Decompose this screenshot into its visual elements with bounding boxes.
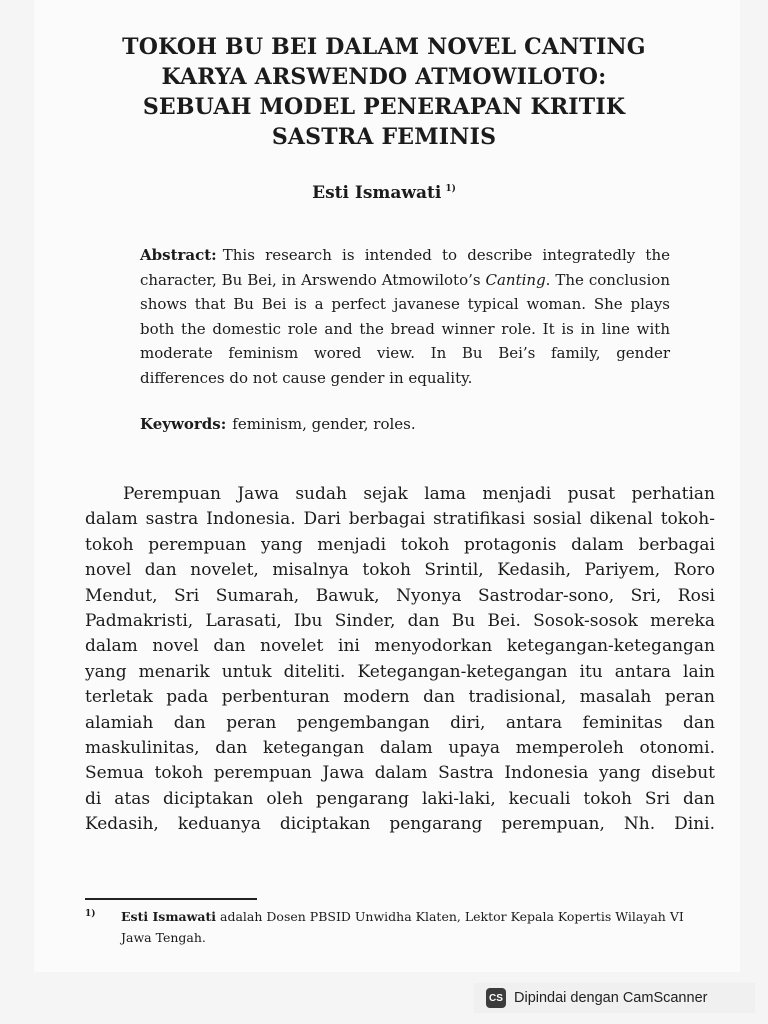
footnote	[85, 906, 715, 948]
body-line: terletak pada perbenturan modern dan tradisional, masalah peran	[85, 687, 715, 708]
title-line: SEBUAH MODEL PENERAPAN KRITIK	[142, 94, 626, 120]
body-line: di atas diciptakan oleh pengarang laki-laki, kecuali tokoh Sri dan	[85, 788, 715, 809]
footnote-text	[121, 906, 715, 948]
author	[0, 183, 768, 203]
body-line: Padmakristi, Larasati, Ibu Sinder, dan Bu Bei. Sosok-sosok mereka	[85, 611, 715, 632]
abstract-text-cont: . The conclusion shows that Bu Bei is a perfect javanese typical woman. She plays both the domestic role and the bread winner role. It is in line with moderate feminism wored view. In Bu Bei’s family, gender differences do not cause gender in equality.	[140, 270, 670, 387]
abstract-text: This research is intended to describe integratedly the character, Bu Bei, in Arswendo Atmowiloto’s	[140, 246, 670, 289]
abstract	[140, 243, 670, 390]
author-footnote-mark: 1)	[445, 184, 456, 195]
footnote-author: Esti Ismawati	[121, 909, 217, 924]
title-line: SASTRA FEMINIS	[271, 124, 497, 150]
body-line: Perempuan Jawa sudah sejak lama menjadi pusat perhatian	[123, 484, 715, 504]
body-line: maskulinitas, dan ketegangan dalam upaya memperoleh otonomi.	[85, 738, 715, 759]
camscanner-badge	[474, 983, 755, 1013]
footnote-mark: 1)	[85, 909, 96, 919]
body-line: Kedasih, keduanya diciptakan pengarang perempuan, Nh. Dini.	[85, 814, 715, 835]
body-paragraph	[85, 482, 715, 838]
footnote-divider	[85, 898, 257, 900]
body-line: novel dan novelet, misalnya tokoh Srintil, Kedasih, Pariyem, Roro	[85, 560, 715, 581]
abstract-label: Abstract:	[140, 246, 217, 264]
body-line: dalam sastra Indonesia. Dari berbagai stratifikasi sosial dikenal tokoh-	[85, 509, 715, 530]
camscanner-label: Dipindai dengan CamScanner	[514, 990, 708, 1006]
keywords	[140, 412, 670, 436]
body-line: tokoh perempuan yang menjadi tokoh protagonis dalam berbagai	[85, 534, 715, 555]
body-line: Semua tokoh perempuan Jawa dalam Sastra Indonesia yang disebut	[85, 763, 715, 784]
title-line: TOKOH BU BEI DALAM NOVEL CANTING	[122, 34, 646, 60]
body-line: alamiah dan peran pengembangan diri, antara feminitas dan	[85, 712, 715, 733]
body-line: yang menarik untuk diteliti. Ketegangan-ketegangan itu antara lain	[85, 661, 715, 682]
body-line: dalam novel dan novelet ini menyodorkan ketegangan-ketegangan	[85, 636, 715, 657]
title-line: KARYA ARSWENDO ATMOWILOTO:	[161, 64, 607, 90]
body-line: Mendut, Sri Sumarah, Bawuk, Nyonya Sastrodar-sono, Sri, Rosi	[85, 585, 715, 606]
author-name: Esti Ismawati	[312, 183, 442, 203]
keywords-label: Keywords:	[140, 415, 227, 433]
paper-title	[0, 32, 768, 152]
footnote-body: adalah Dosen PBSID Unwidha Klaten, Lektor Kepala Kopertis Wilayah VI Jawa Tengah.	[121, 909, 684, 945]
abstract-italic-title: Canting	[485, 270, 546, 289]
camscanner-icon: CS	[486, 988, 506, 1008]
keywords-text: feminism, gender, roles.	[232, 415, 416, 433]
